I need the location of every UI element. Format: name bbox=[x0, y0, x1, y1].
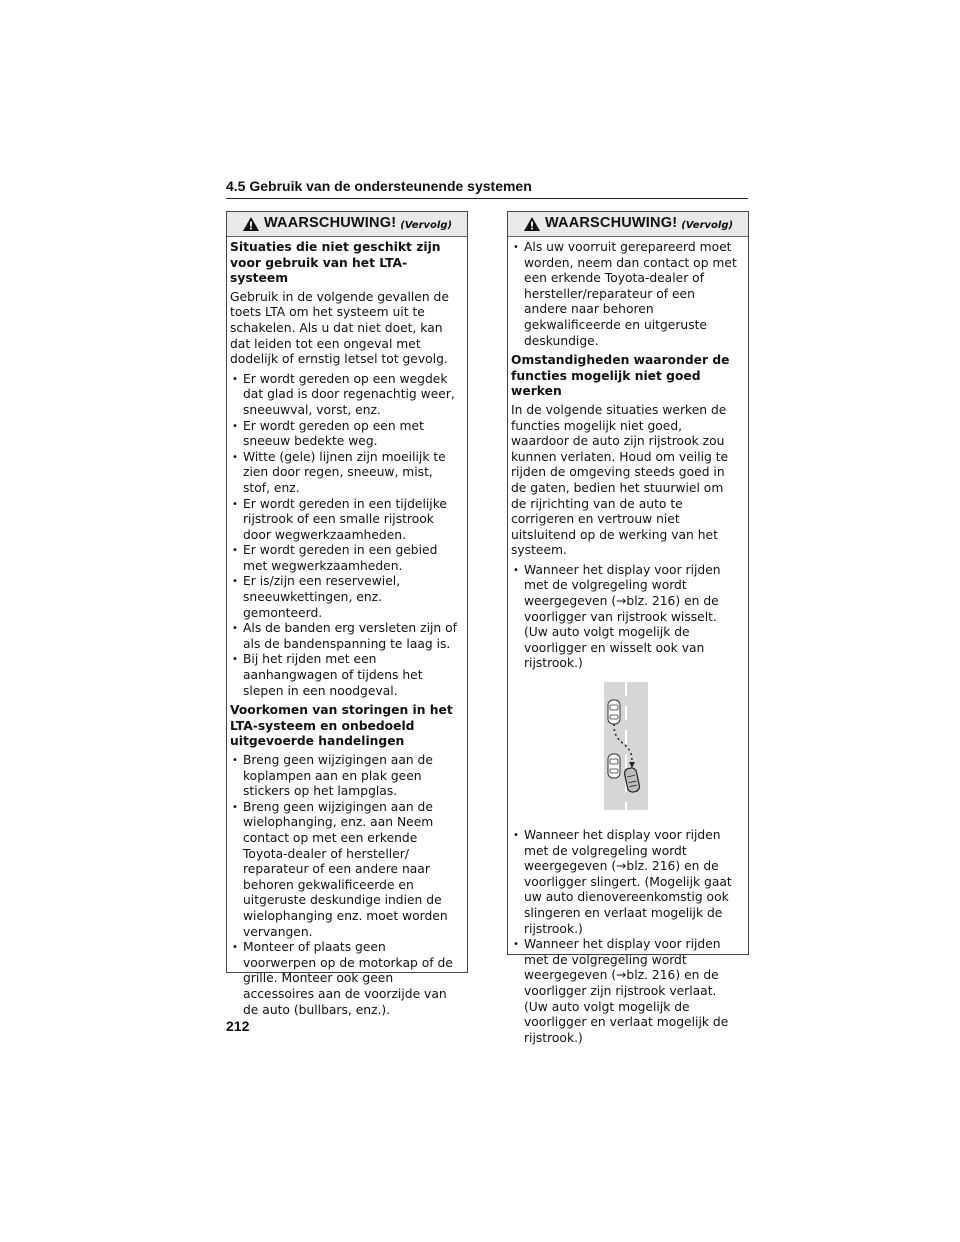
paragraph: In de volgende situaties werken de functies mogelijk niet goed, waardoor de auto zijn rijstrook zou kunnen verlaten. Houd om veilig te rijden de omgeving steeds goed in de gaten, bedien het stuurwiel om de rijrichting van de auto te corrigeren en vertrouw niet uitsluitend op de werking van het systeem. bbox=[511, 402, 729, 558]
list-item: • Er wordt gereden in een gebied met wegwerkzaamheden. bbox=[230, 543, 460, 574]
warning-box-right bbox=[507, 211, 749, 1045]
bullet-list bbox=[511, 828, 741, 1046]
list-item: • Er wordt gereden in een tijdelijke rijstrook of een smalle rijstrook door wegwerkzaamheden. bbox=[230, 497, 460, 544]
bullet-list bbox=[230, 372, 460, 699]
car-icon bbox=[608, 754, 620, 778]
list-item: • Witte (gele) lijnen zijn moeilijk te zien door regen, sneeuw, mist, stof, enz. bbox=[230, 450, 460, 497]
paragraph: Gebruik in de volgende gevallen de toets LTA om het systeem uit te schakelen. Als u dat niet doet, kan dat leiden tot een ongeval met dodelijk of ernstig letsel tot gevolg. bbox=[230, 289, 449, 367]
warning-content bbox=[227, 237, 467, 1026]
list-item: • Wanneer het display voor rijden met de volgregeling wordt weergegeven (→blz. 216) en de voorligger zijn rijstrook verlaat. (Uw auto volgt mogelijk de voorligger en verlaat mogelijk de rijstrook.) bbox=[511, 937, 741, 1046]
list-item: • Breng geen wijzigingen aan de koplampen aan en plak geen stickers op het lampglas. bbox=[230, 753, 460, 800]
bullet-list bbox=[511, 563, 741, 672]
list-item: • Er is/zijn een reservewiel, sneeuwkettingen, enz. gemonteerd. bbox=[230, 574, 460, 621]
section-title: 4.5 Gebruik van de ondersteunende systemen bbox=[226, 178, 748, 199]
list-item: • Monteer of plaats geen voorwerpen op de motorkap of de grille. Monteer ook geen accessoires aan de voorzijde van de auto (bullbars, enz.). bbox=[230, 940, 460, 1018]
subheading: Situaties die niet geschikt zijn voor gebruik van het LTA-systeem bbox=[230, 240, 441, 286]
page-number: 212 bbox=[226, 1018, 250, 1034]
continued-label: (Vervolg) bbox=[400, 219, 453, 231]
warning-banner bbox=[508, 212, 748, 237]
warning-content bbox=[508, 237, 748, 1054]
list-item: • Bij het rijden met een aanhangwagen of tijdens het slepen in een noodgeval. bbox=[230, 652, 460, 699]
bullet-list bbox=[511, 240, 741, 349]
warning-triangle-icon bbox=[523, 216, 541, 232]
list-item: • Als uw voorruit gerepareerd moet worden, neem dan contact op met een erkende Toyota-dealer of hersteller/reparateur of een andere naar behoren gekwalificeerde en uitgeruste deskundige. bbox=[511, 240, 741, 349]
subheading: Voorkomen van storingen in het LTA-systeem en onbedoeld uitgevoerde handelingen bbox=[230, 703, 453, 749]
list-item: • Als de banden erg versleten zijn of als de bandenspanning te laag is. bbox=[230, 621, 460, 652]
warning-triangle-icon bbox=[242, 216, 260, 232]
continued-label: (Vervolg) bbox=[681, 219, 734, 231]
list-item: • Wanneer het display voor rijden met de volgregeling wordt weergegeven (→blz. 216) en de voorligger van rijstrook wisselt. (Uw auto volgt mogelijk de voorligger en wisselt ook van rijstrook.) bbox=[511, 563, 741, 672]
list-item: • Er wordt gereden op een wegdek dat glad is door regenachtig weer, sneeuwval, vorst, enz. bbox=[230, 372, 460, 419]
warning-title: WAARSCHUWING! bbox=[544, 215, 678, 232]
warning-box-left bbox=[226, 211, 468, 1017]
list-item: • Wanneer het display voor rijden met de volgregeling wordt weergegeven (→blz. 216) en de voorligger slingert. (Mogelijk gaat uw auto dienovereenkomstig ook slingeren en verlaat mogelijk de rijstrook.) bbox=[511, 828, 741, 937]
subheading: Omstandigheden waaronder de functies mogelijk niet goed werken bbox=[511, 353, 730, 399]
warning-banner bbox=[227, 212, 467, 237]
bullet-list bbox=[230, 753, 460, 1018]
lane-change-illustration bbox=[511, 682, 741, 810]
warning-title: WAARSCHUWING! bbox=[263, 215, 397, 232]
lead-car-icon bbox=[608, 700, 620, 724]
list-item: • Breng geen wijzigingen aan de wielophanging, enz. aan Neem contact op met een erkende Toyota-dealer of hersteller/ reparateur of een andere naar behoren gekwalificeerde en uitgeruste deskundige indien de wielophanging enz. moet worden vervangen. bbox=[230, 800, 460, 940]
list-item: • Er wordt gereden op een met sneeuw bedekte weg. bbox=[230, 419, 460, 450]
